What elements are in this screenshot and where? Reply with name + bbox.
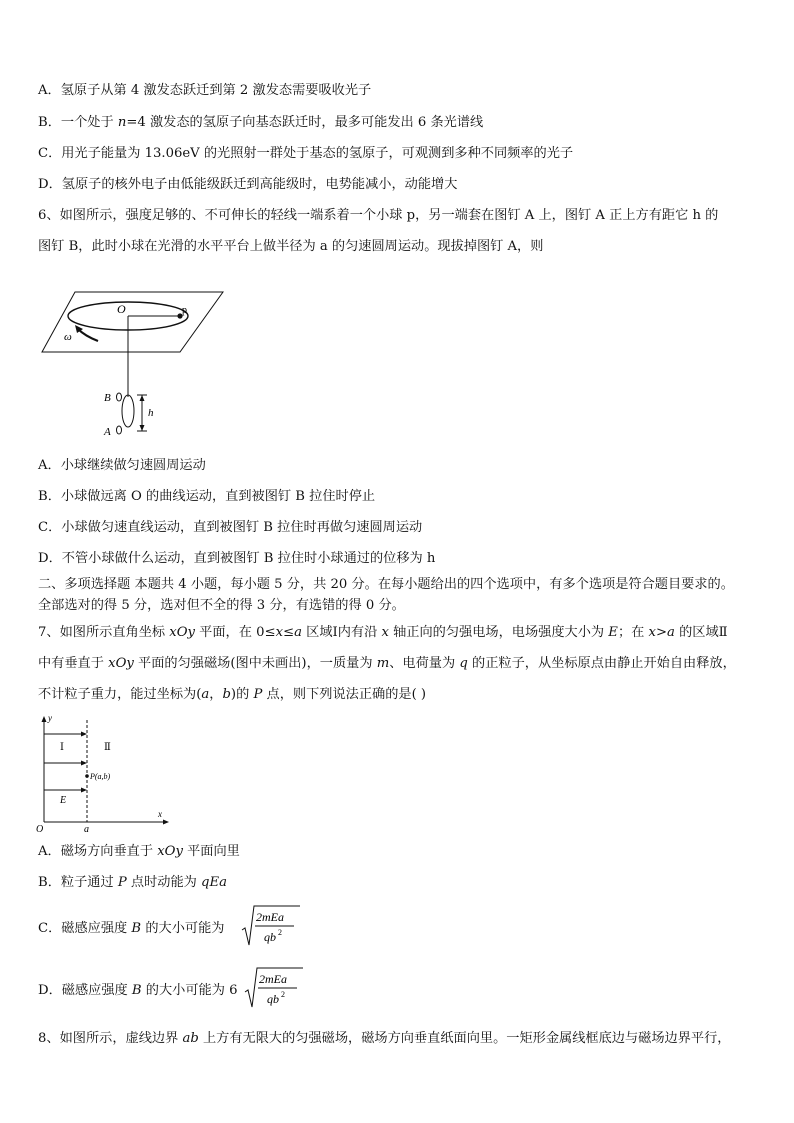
q7-t: 中有垂直于 (38, 656, 109, 671)
q7-frac-num: 2mEa (256, 910, 284, 924)
q7-opt-text: D．磁感应强度 (38, 983, 132, 998)
q8-t: 8、如图所示，虚线边界 (38, 1031, 183, 1046)
q7-t: ， (209, 687, 223, 702)
q7-t: ；在 (617, 625, 649, 640)
q7-t: P (253, 687, 263, 702)
q5-option-a: A．氢原子从第 4 激发态跃迁到第 2 激发态需要吸收光子 (38, 83, 372, 98)
q6-dim-arrow-up (140, 395, 145, 401)
q7-option-a (38, 843, 762, 861)
q6-omega-arrow (78, 329, 98, 341)
q5-option-b-post: =4 激发态的氢原子向基态跃迁时，最多可能发出 6 条光谱线 (126, 115, 484, 130)
q7-t: 的区域Ⅱ (674, 625, 728, 640)
q7-opt-var: B (131, 983, 142, 998)
q6-platform-plane (42, 292, 223, 352)
section2-line2: 全部选对的得 5 分，选对但不全的得 3 分，有选错的得 0 分。 (38, 598, 405, 613)
q7-label-x: x (158, 809, 162, 819)
q6-option-b: B．小球做远离 O 的曲线运动，直到被图钉 B 拉住时停止 (38, 489, 376, 504)
q7-option-b (38, 874, 762, 892)
q7-stem-line3 (38, 686, 762, 704)
q7-option-d-formula (243, 966, 305, 1010)
q6-stem-line1: 6、如图所示，强度足够的、不可伸长的轻线一端系着一个小球 p，另一端套在图钉 A 上，图钉 A 正上方有距它 h 的 (38, 208, 719, 223)
q6-label-B: B (104, 392, 111, 404)
q7-frac-den-exp: 2 (278, 928, 282, 937)
q7-opt-text: B．粒子通过 (38, 875, 118, 890)
q7-opt-text: 的大小可能为 6 (141, 983, 238, 998)
q7-t: a (294, 625, 302, 640)
q7-opt-var: xOy (157, 844, 183, 859)
q7-frac-den: qb (264, 930, 276, 944)
q7-t: ≤ (283, 625, 295, 640)
q7-label-O: O (36, 824, 44, 834)
q5-option-d: D．氢原子的核外电子由低能级跃迁到高能级时，电势能减小，动能增大 (38, 177, 458, 192)
q7-stem-line1 (38, 624, 762, 642)
q6-stem-line2: 图钉 B，此时小球在光滑的水平平台上做半径为 a 的匀速圆周运动。现拔掉图钉 A，则 (38, 239, 544, 254)
q6-label-O: O (117, 302, 126, 316)
q7-opt-text: A．磁场方向垂直于 (38, 844, 158, 859)
q7-t: xOy (169, 625, 195, 640)
q7-t: x (275, 625, 283, 640)
q6-label-p: p (182, 305, 187, 316)
q7-frac-den-exp: 2 (281, 990, 285, 999)
q7-option-c-formula (240, 904, 302, 948)
q7-field-arrowhead (81, 761, 87, 766)
q7-label-y: y (48, 713, 52, 723)
q7-option-c (38, 920, 762, 938)
q7-t: 的正粒子，从坐标原点由静止开始自由释放， (467, 656, 736, 671)
section2-line1: 二、多项选择题 本题共 4 小题，每小题 5 分，共 20 分。在每小题给出的四个选项中，有多个选项是符合题目要求的。 (38, 577, 734, 592)
q5-option-b-var: n (117, 115, 127, 130)
q7-point-P (85, 774, 89, 778)
q7-figure (34, 712, 174, 834)
q7-x-arrowhead (163, 820, 169, 825)
q7-t: a (201, 687, 210, 702)
q6-pin-A (117, 426, 122, 434)
q7-t: 平面的匀强磁场(图中未画出)，一质量为 (133, 656, 377, 671)
q6-figure (40, 285, 225, 440)
q8-t: 上方有无限大的匀强磁场，磁场方向垂直纸面向里。一矩形金属线框底边与磁场边界平行， (198, 1031, 731, 1046)
q7-t: 平面，在 0≤ (194, 625, 276, 640)
q5-option-b (38, 114, 762, 132)
q7-label-a: a (84, 824, 89, 834)
q6-label-A: A (104, 426, 111, 438)
q7-t: 不计粒子重力，能过坐标为( (38, 687, 202, 702)
q7-opt-text: C．磁感应强度 (38, 921, 132, 936)
q7-opt-var: P (117, 875, 127, 890)
q7-t: xOy (108, 656, 134, 671)
q7-t: 、电荷量为 (389, 656, 460, 671)
q6-option-a: A．小球继续做匀速圆周运动 (38, 458, 206, 473)
q7-field-arrowhead (81, 788, 87, 793)
q7-t: m (376, 656, 390, 671)
q7-opt-var: qEa (201, 875, 227, 890)
q7-t: q (459, 656, 468, 671)
q7-label-region-I: Ⅰ (60, 742, 64, 753)
q7-y-arrowhead (42, 716, 47, 722)
q7-frac-den: qb (267, 992, 279, 1006)
q6-dim-arrow-down (140, 425, 145, 431)
q7-t: )的 (230, 687, 254, 702)
q7-frac-num: 2mEa (259, 972, 287, 986)
q6-option-c: C．小球做匀速直线运动，直到被图钉 B 拉住时再做匀速圆周运动 (38, 520, 423, 535)
q8-t: ab (182, 1031, 199, 1046)
q7-option-d (38, 982, 762, 1000)
q7-t: x>a (648, 625, 675, 640)
q7-opt-text: 平面向里 (182, 844, 240, 859)
q6-label-h: h (148, 407, 154, 419)
q6-pin-B (117, 393, 122, 401)
q7-opt-text: 的大小可能为 (141, 921, 225, 936)
q7-label-region-II: Ⅱ (104, 742, 111, 753)
q6-option-d: D．不管小球做什么运动，直到被图钉 B 拉住时小球通过的位移为 h (38, 551, 436, 566)
q7-stem-line2 (38, 655, 762, 673)
q7-t: 区域Ⅰ内有沿 (301, 625, 382, 640)
q6-label-omega: ω (64, 331, 72, 343)
q7-field-arrowhead (81, 732, 87, 737)
q7-opt-var: B (131, 921, 142, 936)
q6-pin-loop (122, 395, 134, 427)
q7-t: E (608, 625, 618, 640)
q7-label-E: E (60, 795, 67, 806)
q7-opt-text: 点时动能为 (126, 875, 202, 890)
q7-t: b (222, 687, 231, 702)
q7-t: x (381, 625, 389, 640)
q5-option-b-pre: B．一个处于 (38, 115, 118, 130)
q8-stem-line1 (38, 1030, 762, 1048)
q7-t: 点，则下列说法正确的是( ) (262, 687, 427, 702)
q7-t: 7、如图所示直角坐标 (38, 625, 170, 640)
q7-label-P: P(a,b) (90, 772, 111, 781)
q7-t: 轴正向的匀强电场，电场强度大小为 (388, 625, 609, 640)
q5-option-c: C．用光子能量为 13.06eV 的光照射一群处于基态的氢原子，可观测到多种不同频率的光子 (38, 146, 574, 161)
